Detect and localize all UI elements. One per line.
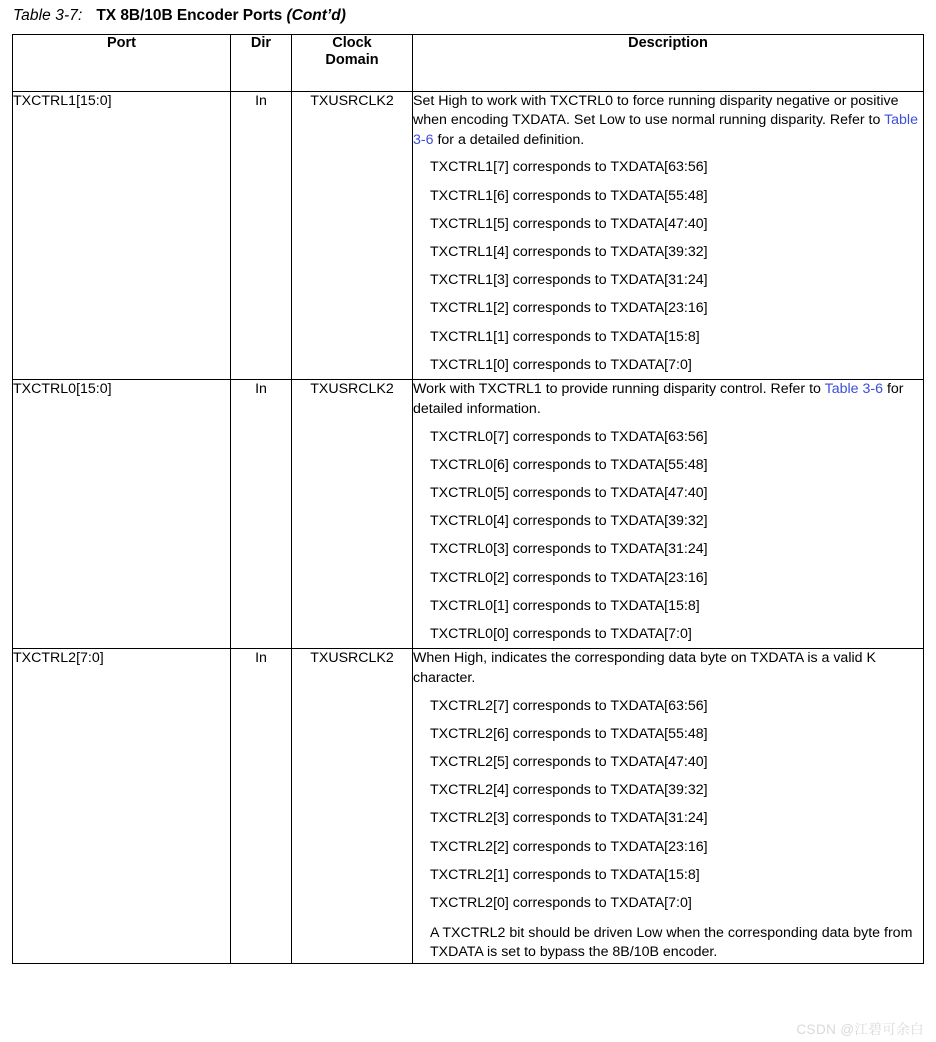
- list-item: TXCTRL1[4] corresponds to TXDATA[39:32]: [430, 244, 708, 261]
- table-caption-title: TX 8B/10B Encoder Ports: [96, 7, 283, 24]
- cell-clock-domain: TXUSRCLK2: [292, 380, 413, 649]
- cell-port: TXCTRL0[15:0]: [13, 380, 231, 649]
- list-item: TXCTRL0[2] corresponds to TXDATA[23:16]: [430, 569, 708, 586]
- table-header-row: [13, 35, 924, 92]
- table-row: [13, 380, 924, 649]
- table-caption: [13, 6, 346, 25]
- list-item: TXCTRL2[0] corresponds to TXDATA[7:0]: [430, 894, 692, 911]
- list-item: TXCTRL1[6] corresponds to TXDATA[55:48]: [430, 187, 708, 204]
- column-header-port-label: Port: [107, 35, 136, 51]
- table-row: [13, 649, 924, 964]
- column-header-port: [13, 35, 231, 92]
- list-item: TXCTRL0[4] corresponds to TXDATA[39:32]: [430, 513, 708, 530]
- list-item: TXCTRL0[5] corresponds to TXDATA[47:40]: [430, 484, 708, 501]
- table-row: [13, 92, 924, 380]
- list-item: TXCTRL2[5] corresponds to TXDATA[47:40]: [430, 754, 708, 771]
- list-item: TXCTRL1[3] corresponds to TXDATA[31:24]: [430, 272, 708, 289]
- list-item: TXCTRL0[0] corresponds to TXDATA[7:0]: [430, 625, 692, 642]
- description-text-before-link: Set High to work with TXCTRL0 to force running disparity negative or positive when encoding TXDATA. Set Low to use normal running disparity. Refer to: [413, 93, 899, 129]
- table-3-6-link[interactable]: Table 3-6: [413, 112, 918, 148]
- description-paragraph: When High, indicates the corresponding data byte on TXDATA is a valid K character.: [413, 650, 876, 686]
- description-note-paragraph: A TXCTRL2 bit should be driven Low when the corresponding data byte from TXDATA is set to bypass the 8B/10B encoder.: [430, 924, 913, 960]
- list-item: TXCTRL0[3] corresponds to TXDATA[31:24]: [430, 541, 708, 558]
- list-item: TXCTRL2[7] corresponds to TXDATA[63:56]: [430, 697, 708, 714]
- list-item: TXCTRL2[6] corresponds to TXDATA[55:48]: [430, 725, 708, 742]
- cell-dir: In: [231, 380, 292, 649]
- description-text-before-link: Work with TXCTRL1 to provide running disparity control. Refer to: [413, 381, 825, 398]
- list-item: TXCTRL1[0] corresponds to TXDATA[7:0]: [430, 356, 692, 373]
- list-item: TXCTRL2[1] corresponds to TXDATA[15:8]: [430, 866, 700, 883]
- description-paragraph: [413, 380, 923, 419]
- list-item: TXCTRL2[2] corresponds to TXDATA[23:16]: [430, 838, 708, 855]
- ports-table-wrapper: [12, 34, 923, 964]
- tx-8b10b-encoder-ports-table: [12, 34, 924, 964]
- bit-mapping-list: [413, 692, 923, 918]
- cell-clock-domain: TXUSRCLK2: [292, 92, 413, 380]
- column-header-description: [413, 35, 924, 92]
- table-3-6-link[interactable]: Table 3-6: [824, 381, 883, 398]
- cell-port: TXCTRL1[15:0]: [13, 92, 231, 380]
- list-item: TXCTRL2[4] corresponds to TXDATA[39:32]: [430, 782, 708, 799]
- column-header-clock-domain-line1: Clock: [332, 35, 372, 51]
- csdn-watermark: CSDN @江碧可余白: [796, 1022, 924, 1037]
- cell-description: [413, 649, 924, 964]
- description-text-after-link: for a detailed definition.: [433, 131, 585, 148]
- cell-clock-domain: TXUSRCLK2: [292, 649, 413, 964]
- bit-mapping-list: [413, 423, 923, 649]
- column-header-clock-domain-line2: Domain: [325, 52, 379, 68]
- table-header: [13, 35, 924, 92]
- cell-port: TXCTRL2[7:0]: [13, 649, 231, 964]
- cell-description: [413, 92, 924, 380]
- column-header-dir-label: Dir: [250, 35, 272, 51]
- list-item: TXCTRL0[6] corresponds to TXDATA[55:48]: [430, 456, 708, 473]
- column-header-description-label: Description: [628, 35, 708, 51]
- description-text-after-link: for detailed information.: [413, 381, 904, 417]
- cell-description: [413, 380, 924, 649]
- column-header-clock-domain: [292, 35, 413, 92]
- description-paragraph: [413, 92, 923, 150]
- table-caption-continued: (Cont’d): [286, 7, 346, 24]
- table-body: [13, 92, 924, 964]
- cell-dir: In: [231, 92, 292, 380]
- list-item: TXCTRL0[1] corresponds to TXDATA[15:8]: [430, 597, 700, 614]
- list-item: TXCTRL1[5] corresponds to TXDATA[47:40]: [430, 215, 708, 232]
- list-item: TXCTRL1[7] corresponds to TXDATA[63:56]: [430, 159, 708, 176]
- list-item: TXCTRL1[1] corresponds to TXDATA[15:8]: [430, 328, 700, 345]
- list-item: TXCTRL1[2] corresponds to TXDATA[23:16]: [430, 300, 708, 317]
- bit-mapping-list: [413, 154, 923, 380]
- list-item: TXCTRL0[7] corresponds to TXDATA[63:56]: [430, 428, 708, 445]
- column-header-dir: [231, 35, 292, 92]
- list-item: TXCTRL2[3] corresponds to TXDATA[31:24]: [430, 810, 708, 827]
- cell-dir: In: [231, 649, 292, 964]
- table-caption-label: Table 3-7:: [13, 7, 83, 24]
